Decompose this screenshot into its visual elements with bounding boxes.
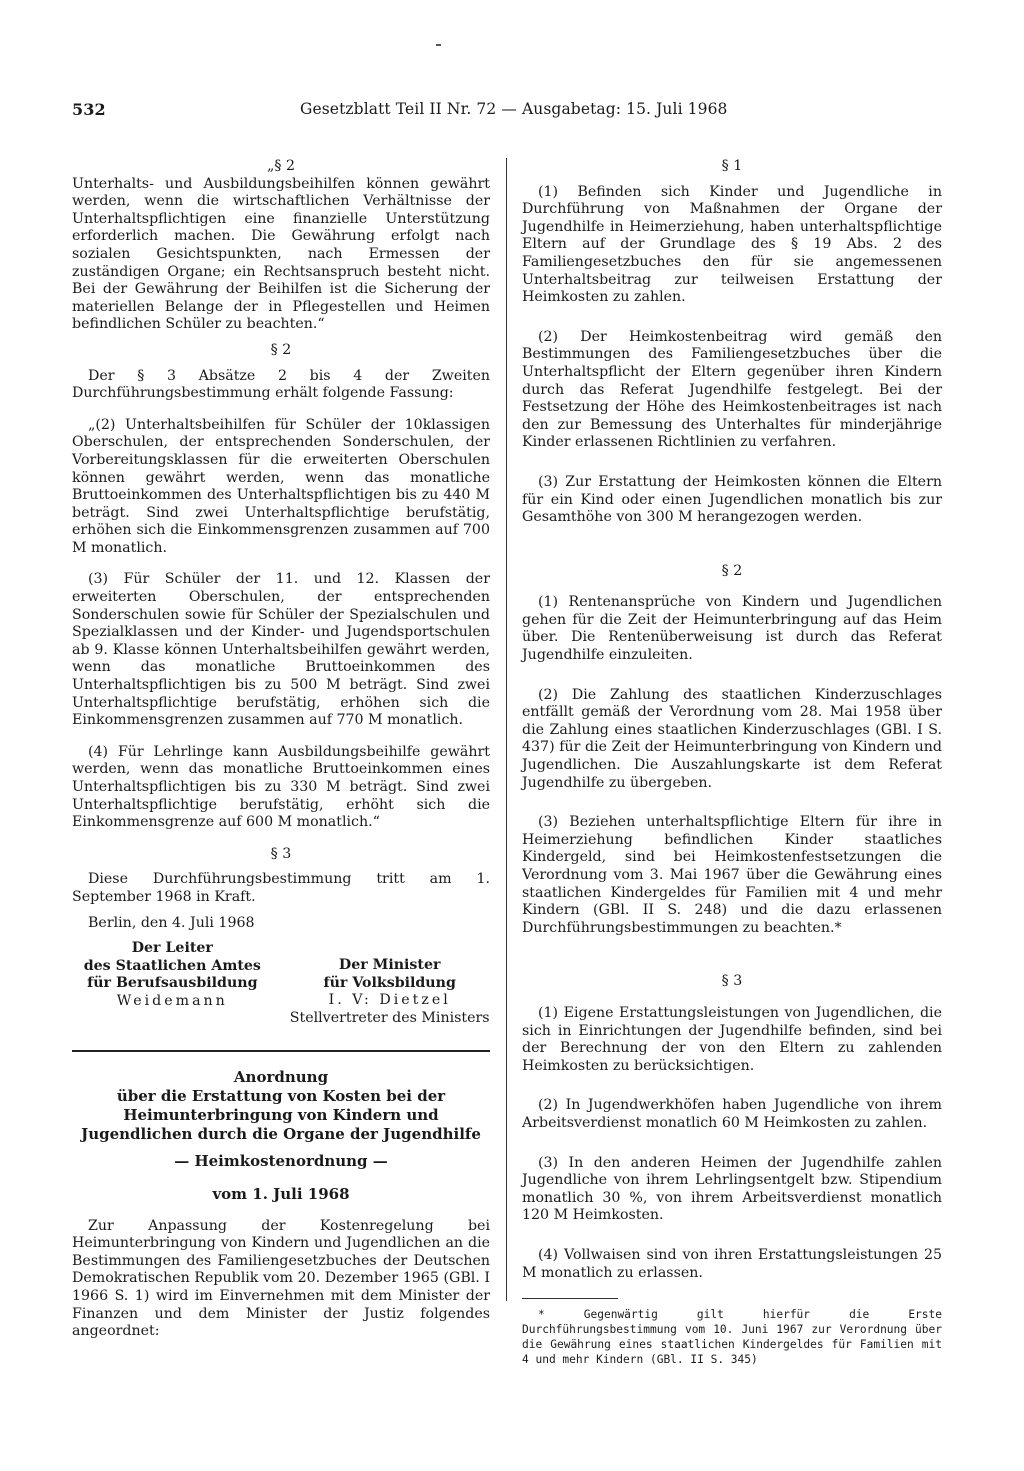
paragraph: (3) Für Schüler der 11. und 12. Klassen der erweiterten Oberschulen, der entsprechenden Sonderschulen sowie für Schüler der Spezialschulen und Spezialklassen und der Kinder- und Jugendsportschulen ab 9. Klasse können Unterhaltsbeihilfen gewährt werden, wenn das monatliche Bruttoeinkommen des Unterhaltspflichtigen bis zu 500 M beträgt. Sind zwei Unterhaltspflichtige berufstätig, erhöhen sich die Einkommensgrenzen zusammen auf 770 M monatlich. <box>72 571 490 729</box>
paragraph: „(2) Unterhaltsbeihilfen für Schüler der 10klassigen Oberschulen, der entsprechenden Sonderschulen, der Vorbereitungsklassen für die erweiterten Oberschulen können gewährt werden, wenn das monatliche Bruttoeinkommen des Unterhaltspflichtigen bis zu 440 M beträgt. Sind zwei Unterhaltspflichtige berufstätig, erhöhen sich die Einkommensgrenzen zusammen auf 700 M monatlich. <box>72 416 490 556</box>
paragraph: (2) Die Zahlung des staatlichen Kinderzuschlages entfällt gemäß der Verordnung vom 28. Mai 1958 über die Zahlung eines staatlichen Kinderzuschlages (GBl. I S. 437) für die Zeit der Heimunterbringung von Kindern und Jugendlichen. Die Auszahlungskarte ist dem Referat Jugendhilfe zu übergeben. <box>522 686 942 791</box>
paragraph: (1) Befinden sich Kinder und Jugendliche in Durchführung von Maßnahmen der Organe der Jugendhilfe in Heimerziehung, haben unterhaltspflichtige Eltern auf der Grundlage des § 19 Abs. 2 des Familiengesetzbuches den für sie angemessenen Unterhaltsbeitrag zur teilweisen Erstattung der Heimkosten zu zahlen. <box>522 183 942 306</box>
signatory-role: Stellvertreter des Ministers <box>289 1009 490 1026</box>
column-divider <box>506 158 507 1301</box>
paragraph: Diese Durchführungsbestimmung tritt am 1. September 1968 in Kraft. <box>72 871 490 905</box>
section-heading: § 1 <box>721 158 743 174</box>
signatory-title: Der Leiter <box>131 940 213 957</box>
paragraph: (3) Zur Erstattung der Heimkosten können die Eltern für ein Kind oder einen Jugendlichen monatlich bis zur Gesamthöhe von 300 M herangezogen werden. <box>522 473 942 526</box>
running-title: Gesetzblatt Teil II Nr. 72 — Ausgabetag: 15. Juli 1968 <box>300 100 728 118</box>
section-heading: § 3 <box>721 973 743 990</box>
left-column <box>72 158 490 1341</box>
ordinance-short-title: — Heimkostenordnung — <box>174 1151 388 1170</box>
paragraph: (3) In den anderen Heimen der Jugendhilfe zahlen Jugendliche von ihrem Lehrlingsentgelt bzw. Stipendium monatlich 30 %, von ihrem Arbeitsverdienst monatlich 120 M Heimkosten. <box>522 1154 942 1224</box>
signatory-title: des Staatlichen Amtes <box>83 957 261 974</box>
paragraph: (4) Vollwaisen sind von ihren Erstattungsleistungen 25 M monatlich zu erlassen. <box>522 1246 942 1281</box>
ordinance-title-main: Anordnung <box>233 1067 329 1086</box>
signatory-name: I. V: Dietzel <box>328 992 451 1009</box>
section-rule <box>72 1050 490 1052</box>
preamble: Zur Anpassung der Kostenregelung bei Heimunterbringung von Kindern und Jugendlichen an die Bestimmungen des Familiengesetzbuches der Deutschen Demokratischen Republik vom 20. Dezember 1965 (GBl. I 1966 S. 1) wird im Einvernehmen mit dem Minister der Finanzen und dem Minister der Justiz folgendes angeordnet: <box>72 1217 490 1340</box>
signatory-name: Weidemann <box>116 992 228 1009</box>
ordinance-title-sub: über die Erstattung von Kosten bei der Heimunterbringung von Kindern und Jugendlichen durch die Organe der Jugendhilfe <box>81 1086 481 1143</box>
paragraph: (3) Beziehen unterhaltspflichtige Eltern für ihre in Heimerziehung befindlichen Kinder staatliches Kindergeld, sind bei Heimkostenfestsetzungen die Verordnung vom 3. Mai 1967 über die Gewährung eines staatlichen Kindergeldes für Familien mit 4 und mehr Kindern (GBl. II S. 248) und die dazu erlassenen Durchführungsbestimmungen zu beachten.* <box>522 814 942 936</box>
section-heading: § 2 <box>270 341 292 358</box>
signature-left <box>72 940 273 1027</box>
signatory-title: für Berufsausbildung <box>87 975 258 992</box>
paragraph: Der § 3 Absätze 2 bis 4 der Zweiten Durchführungsbestimmung erhält folgende Fassung: <box>72 367 490 402</box>
signatory-title: für Volksbildung <box>323 974 456 991</box>
section-heading: „§ 2 <box>267 158 295 174</box>
paragraph: (2) In Jugendwerkhöfen haben Jugendliche von ihrem Arbeitsverdienst monatlich 60 M Heimkosten zu zahlen. <box>522 1097 942 1131</box>
paragraph: (4) Für Lehrlinge kann Ausbildungsbeihilfe gewährt werden, wenn das monatliche Bruttoeinkommen eines Unterhaltspflichtigen bis zu 330 M beträgt. Sind zwei Unterhaltspflichtige berufstätig, erhöht sich die Einkommensgrenze auf 600 M monatlich.“ <box>72 743 490 831</box>
page-number: 532 <box>72 100 106 119</box>
signature-right <box>289 940 490 1027</box>
paragraph: (1) Eigene Erstattungsleistungen von Jugendlichen, die sich in Einrichtungen der Jugendhilfe befinden, sind bei der Berechnung der von den Eltern zu zahlenden Heimkosten zu berücksichtigen. <box>522 1004 942 1074</box>
paragraph: (1) Rentenansprüche von Kindern und Jugendlichen gehen für die Zeit der Heimunterbringung auf das Heim über. Die Rentenüberweisung ist durch das Referat Jugendhilfe einzuleiten. <box>522 594 942 664</box>
section-heading: § 2 <box>721 562 743 579</box>
section-heading: § 3 <box>270 845 292 862</box>
ordinance-date: vom 1. Juli 1968 <box>212 1184 350 1203</box>
place-date: Berlin, den 4. Juli 1968 <box>88 914 255 931</box>
print-speck <box>436 44 441 46</box>
paragraph: (2) Der Heimkostenbeitrag wird gemäß den Bestimmungen des Familiengesetzbuches über die Unterhaltspflicht der Eltern gegenüber ihren Kindern durch das Referat Jugendhilfe festgelegt. Bei der Festsetzung der Höhe des Heimkostenbeitrages ist nach den zur Bemessung des Unterhaltes für minderjährige Kinder erlassenen Richtlinien zu verfahren. <box>522 328 942 451</box>
signatures <box>72 940 490 1027</box>
footnote-rule <box>522 1298 618 1299</box>
ordinance-title <box>72 1068 490 1204</box>
signatory-title: Der Minister <box>338 957 441 974</box>
paragraph: Unterhalts- und Ausbildungsbeihilfen können gewährt werden, wenn die wirtschaftlichen Verhältnisse der Unterhaltspflichtigen eine finanzielle Unterstützung erforderlich machen. Die Gewährung erfolgt nach sozialen Gesichtspunkten, nach Ermessen der zuständigen Organe; ein Rechtsanspruch besteht nicht. Bei der Gewährung der Beihilfen ist die Sicherung der materiellen Belange der in Pflegestellen und Heimen befindlichen Schüler zu beachten.“ <box>72 175 490 333</box>
right-column <box>522 158 942 1367</box>
footnote: * Gegenwärtig gilt hierfür die Erste Durchführungsbestimmung vom 10. Juni 1967 zur Verordnung über die Gewährung eines staatlichen Kindergeldes für Familien mit 4 und mehr Kindern (GBl. II S. 345) <box>522 1308 942 1367</box>
